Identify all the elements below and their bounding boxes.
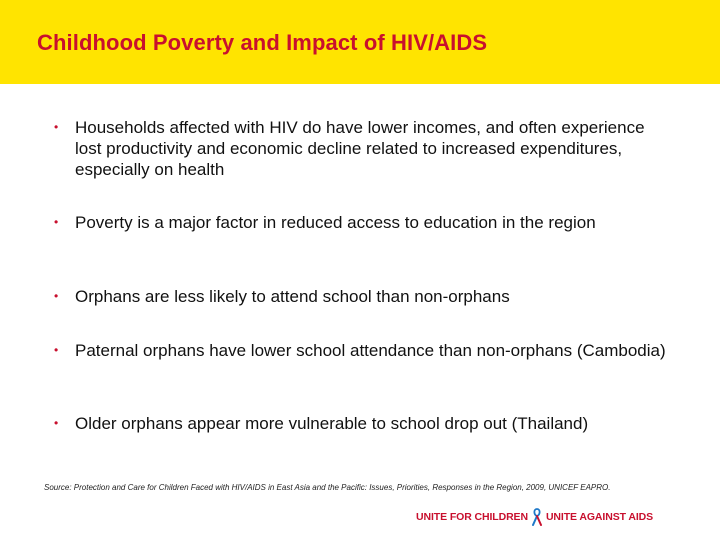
bullet-text: Households affected with HIV do have lower incomes, and often experience lost productivity and economic decline related to increased expenditures, especially on health	[75, 118, 645, 179]
bullet-item	[54, 286, 674, 307]
red-ribbon-icon	[531, 508, 543, 526]
bullet-marker: •	[54, 215, 59, 229]
tagline-unite-for-children: UNITE FOR CHILDREN	[416, 511, 528, 523]
bullet-marker: •	[54, 120, 59, 134]
unicef-tagline-logo	[416, 507, 706, 527]
bullet-marker: •	[54, 343, 59, 357]
tagline-unite-against-aids: UNITE AGAINST AIDS	[545, 511, 654, 523]
bullet-item	[54, 340, 674, 361]
bullet-text: Orphans are less likely to attend school than non-orphans	[75, 287, 510, 306]
bullet-marker: •	[54, 416, 59, 430]
bullet-item	[54, 413, 674, 434]
bullet-item	[54, 117, 674, 180]
bullet-item	[54, 212, 674, 233]
bullet-text: Paternal orphans have lower school attendance than non-orphans (Cambodia)	[75, 341, 666, 360]
bullet-text: Older orphans appear more vulnerable to school drop out (Thailand)	[75, 414, 589, 433]
bullet-marker: •	[54, 289, 59, 303]
bullet-text: Poverty is a major factor in reduced access to education in the region	[75, 213, 596, 232]
slide-title: Childhood Poverty and Impact of HIV/AIDS	[37, 30, 488, 55]
source-citation: Source: Protection and Care for Children Faced with HIV/AIDS in East Asia and the Pacific: Issues, Priorities, Responses in the Region, 2009, UNICEF EAPRO.	[44, 483, 611, 492]
